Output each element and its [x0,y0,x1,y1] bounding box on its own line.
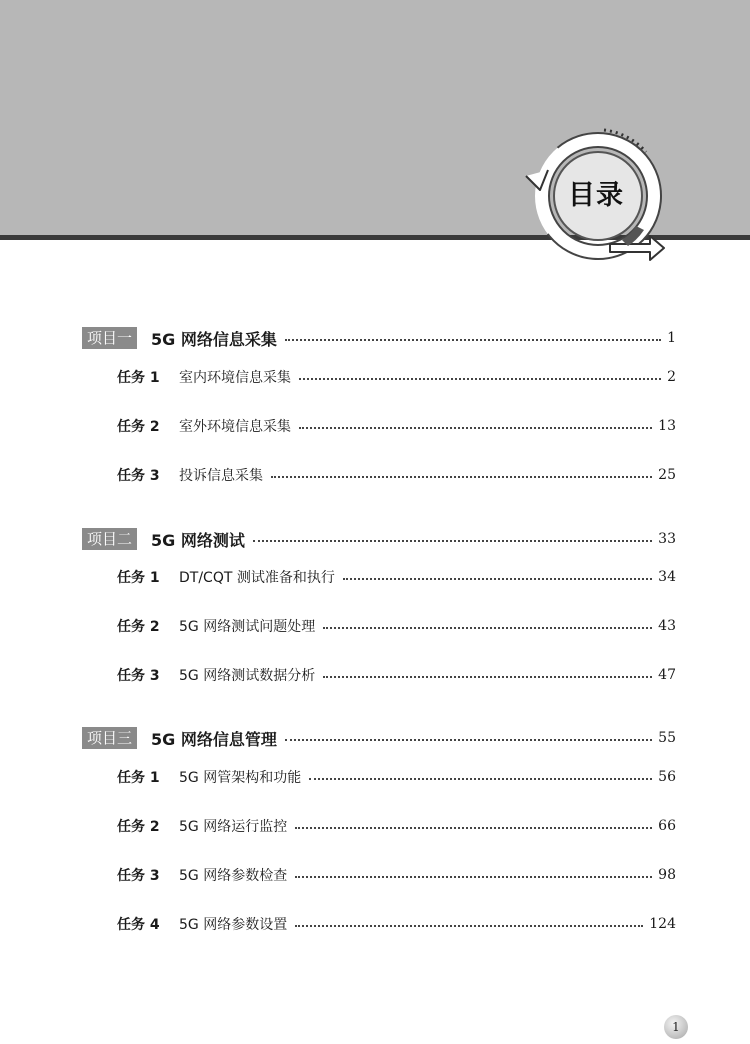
dot-leader [295,925,643,927]
toc-task-row[interactable] [117,614,676,638]
footer-page-number: 1 [664,1015,688,1039]
dot-leader [323,676,652,678]
project-title: 5G 网络信息管理 [151,729,277,749]
dot-leader [299,378,661,380]
task-title: 5G 网管架构和功能 [179,770,302,786]
task-title: 5G 网络运行监控 [179,819,288,835]
dot-leader [323,627,652,629]
project-title: 5G 网络测试 [151,530,245,550]
project-badge: 项目一 [82,327,137,349]
dot-leader [309,778,652,780]
page-number: 66 [658,818,676,834]
task-label: 任务 4 [117,917,160,933]
toc-task-row[interactable] [117,814,676,838]
page-number: 47 [658,667,676,683]
dot-leader [343,578,652,580]
toc-task-row[interactable] [117,663,676,687]
task-title: 5G 网络参数检查 [179,868,288,884]
toc-task-row[interactable] [117,863,676,887]
task-title: DT/CQT 测试准备和执行 [179,570,335,586]
page-number: 13 [658,418,676,434]
dot-leader [285,739,652,741]
project-title: 5G 网络信息采集 [151,329,277,349]
page-number: 56 [658,769,676,785]
page-number: 2 [667,369,676,385]
task-label: 任务 1 [117,370,160,386]
dot-leader [295,827,652,829]
page-number: 55 [658,730,676,746]
task-label: 任务 3 [117,868,160,884]
dot-leader [253,540,652,542]
project-badge: 项目二 [82,528,137,550]
task-title: 5G 网络测试数据分析 [179,668,316,684]
task-label: 任务 2 [117,819,160,835]
toc-task-row[interactable] [117,565,676,589]
task-title: 投诉信息采集 [179,468,263,484]
dot-leader [295,876,652,878]
task-title: 室外环境信息采集 [179,419,291,435]
task-label: 任务 2 [117,619,160,635]
toc-task-row[interactable] [117,463,676,487]
task-label: 任务 3 [117,468,160,484]
dot-leader [271,476,652,478]
toc-task-row[interactable] [117,912,676,936]
toc-project-row[interactable] [82,326,676,350]
page-number: 1 [667,330,676,346]
page-number: 33 [658,531,676,547]
page-title: 目录 [568,180,624,211]
toc-task-row[interactable] [117,414,676,438]
page-number: 34 [658,569,676,585]
toc-task-row[interactable] [117,765,676,789]
task-title: 室内环境信息采集 [179,370,291,386]
page-number: 43 [658,618,676,634]
task-label: 任务 2 [117,419,160,435]
task-label: 任务 3 [117,668,160,684]
task-title: 5G 网络测试问题处理 [179,619,316,635]
task-label: 任务 1 [117,570,160,586]
page-number: 124 [649,916,676,932]
page-number: 25 [658,467,676,483]
dot-leader [299,427,652,429]
toc-task-row[interactable] [117,365,676,389]
page-number: 98 [658,867,676,883]
dot-leader [285,339,661,341]
toc-project-row[interactable] [82,527,676,551]
task-title: 5G 网络参数设置 [179,917,288,933]
toc-project-row[interactable] [82,726,676,750]
project-badge: 项目三 [82,727,137,749]
task-label: 任务 1 [117,770,160,786]
